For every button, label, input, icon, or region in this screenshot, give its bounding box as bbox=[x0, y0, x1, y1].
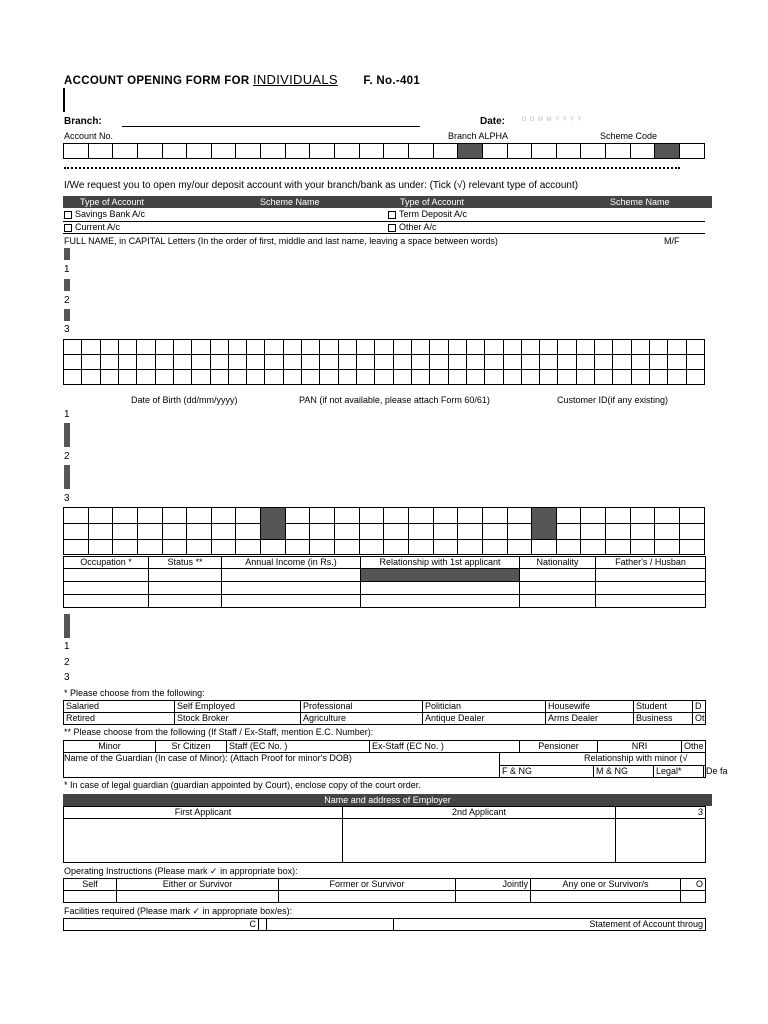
row-divider bbox=[63, 221, 705, 222]
operating-instructions-table[interactable] bbox=[63, 878, 706, 903]
nationality-header: Nationality bbox=[520, 557, 596, 569]
status-staff[interactable]: Staff (EC No. ) bbox=[227, 741, 370, 753]
op-others[interactable]: O bbox=[681, 879, 706, 891]
option-stock-broker[interactable]: Stock Broker bbox=[175, 713, 301, 725]
form-title bbox=[64, 72, 420, 87]
applicant-number-3: 3 bbox=[64, 324, 70, 335]
full-name-label: FULL NAME, in CAPITAL Letters (In the order of first, middle and last name, leaving a space between words) bbox=[64, 236, 498, 246]
type-of-account-header-1: Type of Account bbox=[80, 197, 145, 207]
photo-marker bbox=[63, 88, 65, 112]
account-no-label: Account No. bbox=[64, 131, 114, 141]
applicant-number-1: 1 bbox=[64, 409, 70, 420]
applicant-number-1: 1 bbox=[64, 641, 70, 652]
first-applicant-employer[interactable] bbox=[64, 819, 343, 863]
legal-guardian-note: * In case of legal guardian (guardian appointed by Court), enclose copy of the court order. bbox=[64, 780, 421, 790]
facility-c[interactable]: C bbox=[64, 919, 259, 931]
option-truncated[interactable]: D bbox=[693, 701, 706, 713]
title-emphasis: INDIVIDUALS bbox=[252, 72, 338, 87]
guardian-legal[interactable]: Legal* bbox=[654, 766, 704, 778]
term-deposit-option[interactable] bbox=[388, 209, 467, 219]
employer-header bbox=[63, 794, 712, 806]
employer-table[interactable] bbox=[63, 806, 706, 863]
option-salaried[interactable]: Salaried bbox=[64, 701, 175, 713]
guardian-options-table[interactable] bbox=[499, 765, 728, 778]
account-type-header bbox=[63, 196, 712, 208]
annual-income-header: Annual Income (in Rs.) bbox=[222, 557, 361, 569]
gender-label: M/F bbox=[664, 236, 680, 246]
second-applicant-header: 2nd Applicant bbox=[343, 807, 616, 819]
term-deposit-checkbox[interactable] bbox=[388, 211, 396, 219]
guardian-mother[interactable]: M & NG bbox=[594, 766, 654, 778]
facilities-label: Facilities required (Please mark ✓ in appropriate box/es): bbox=[64, 906, 293, 916]
pan-label: PAN (if not available, please attach Form 60/61) bbox=[299, 395, 490, 405]
status-pensioner[interactable]: Pensioner bbox=[520, 741, 598, 753]
guardian-father[interactable]: F & NG bbox=[500, 766, 594, 778]
marker-bar bbox=[64, 465, 70, 489]
savings-option[interactable] bbox=[64, 209, 145, 219]
customer-id-label: Customer ID(if any existing) bbox=[557, 395, 669, 405]
occupation-options-table[interactable] bbox=[63, 700, 706, 725]
status-others[interactable]: Othe bbox=[682, 741, 706, 753]
marker-bar bbox=[64, 614, 70, 638]
current-checkbox[interactable] bbox=[64, 224, 72, 232]
savings-checkbox[interactable] bbox=[64, 211, 72, 219]
guardian-de-facto[interactable]: De fa bbox=[704, 766, 706, 778]
employer-header-label: Name and address of Employer bbox=[324, 795, 451, 805]
occupation-table[interactable] bbox=[63, 556, 706, 608]
branch-alpha-label: Branch ALPHA bbox=[448, 131, 509, 141]
current-option[interactable] bbox=[64, 222, 120, 232]
third-applicant-employer[interactable] bbox=[616, 819, 706, 863]
type-of-account-header-2: Type of Account bbox=[400, 197, 465, 207]
facility-box[interactable] bbox=[259, 919, 267, 931]
form-number: F. No.-401 bbox=[363, 75, 421, 87]
facilities-table[interactable] bbox=[63, 918, 706, 931]
row-divider bbox=[63, 233, 705, 234]
status-ex-staff[interactable]: Ex-Staff (EC No. ) bbox=[370, 741, 520, 753]
option-arms-dealer[interactable]: Arms Dealer bbox=[546, 713, 634, 725]
father-husband-header: Father's / Husban bbox=[596, 557, 706, 569]
request-text: I/We request you to open my/our deposit account with your branch/bank as under: (Tick (√) relevant type of account) bbox=[64, 180, 579, 191]
applicant-number-3: 3 bbox=[64, 672, 70, 683]
first-applicant-header: First Applicant bbox=[64, 807, 343, 819]
scheme-name-header-1: Scheme Name bbox=[260, 197, 320, 207]
scheme-name-header-2: Scheme Name bbox=[610, 197, 670, 207]
option-retired[interactable]: Retired bbox=[64, 713, 175, 725]
other-option[interactable] bbox=[388, 222, 437, 232]
facility-statement[interactable]: Statement of Account throug bbox=[394, 919, 706, 931]
branch-label: Branch: bbox=[64, 116, 102, 127]
option-student[interactable]: Student bbox=[634, 701, 693, 713]
branch-input-line[interactable] bbox=[122, 126, 420, 127]
relationship-header: Relationship with 1st applicant bbox=[361, 557, 520, 569]
guardian-label: Name of the Guardian (In case of Minor): (Attach Proof for minor's DOB) bbox=[64, 753, 352, 763]
status-minor[interactable]: Minor bbox=[64, 741, 156, 753]
date-label: Date: bbox=[480, 116, 506, 127]
option-business[interactable]: Business bbox=[634, 713, 693, 725]
account-number-boxes[interactable] bbox=[63, 143, 705, 159]
current-label: Current A/c bbox=[75, 222, 121, 232]
option-professional[interactable]: Professional bbox=[301, 701, 423, 713]
applicant-number-1: 1 bbox=[64, 264, 70, 275]
name-boxes[interactable] bbox=[63, 339, 705, 385]
applicant-number-2: 2 bbox=[64, 657, 70, 668]
date-field[interactable]: D D M M Y Y Y Y bbox=[522, 117, 583, 123]
savings-label: Savings Bank A/c bbox=[75, 209, 146, 219]
other-label: Other A/c bbox=[399, 222, 437, 232]
separator-dotted-line bbox=[64, 167, 680, 169]
op-any-one-or-survivors[interactable]: Any one or Survivor/s bbox=[531, 879, 681, 891]
marker-bar bbox=[64, 309, 70, 321]
op-former-or-survivor[interactable]: Former or Survivor bbox=[279, 879, 456, 891]
operating-instructions-label: Operating Instructions (Please mark ✓ in appropriate box): bbox=[64, 866, 298, 876]
option-antique-dealer[interactable]: Antique Dealer bbox=[423, 713, 546, 725]
occupation-header: Occupation * bbox=[64, 557, 149, 569]
marker-bar bbox=[64, 279, 70, 291]
option-others[interactable]: Ot bbox=[693, 713, 706, 725]
scheme-code-label: Scheme Code bbox=[600, 131, 658, 141]
option-agriculture[interactable]: Agriculture bbox=[301, 713, 423, 725]
marker-bar bbox=[64, 248, 70, 260]
dob-pan-id-boxes[interactable] bbox=[63, 507, 705, 555]
op-either-or-survivor[interactable]: Either or Survivor bbox=[117, 879, 279, 891]
dob-label: Date of Birth (dd/mm/yyyy) bbox=[131, 395, 238, 405]
option-politician[interactable]: Politician bbox=[423, 701, 546, 713]
applicant-number-3: 3 bbox=[64, 493, 70, 504]
term-deposit-label: Term Deposit A/c bbox=[399, 209, 468, 219]
status-header: Status ** bbox=[149, 557, 222, 569]
relationship-minor-label: Relationship with minor (√ bbox=[584, 753, 688, 763]
marker-bar bbox=[64, 423, 70, 447]
status-sr-citizen[interactable]: Sr Citizen bbox=[156, 741, 227, 753]
other-checkbox[interactable] bbox=[388, 224, 396, 232]
applicant-number-2: 2 bbox=[64, 451, 70, 462]
second-applicant-employer[interactable] bbox=[343, 819, 616, 863]
applicant-number-2: 2 bbox=[64, 295, 70, 306]
option-housewife[interactable]: Housewife bbox=[546, 701, 634, 713]
option-self-employed[interactable]: Self Employed bbox=[175, 701, 301, 713]
title-prefix: ACCOUNT OPENING FORM FOR bbox=[64, 75, 250, 87]
third-applicant-header: 3 bbox=[616, 807, 706, 819]
op-jointly[interactable]: Jointly bbox=[456, 879, 531, 891]
facility-box[interactable] bbox=[267, 919, 394, 931]
occupation-note: * Please choose from the following: bbox=[64, 688, 205, 698]
status-note: ** Please choose from the following (If Staff / Ex-Staff, mention E.C. Number): bbox=[64, 727, 374, 737]
status-nri[interactable]: NRI bbox=[598, 741, 682, 753]
op-self[interactable]: Self bbox=[64, 879, 117, 891]
